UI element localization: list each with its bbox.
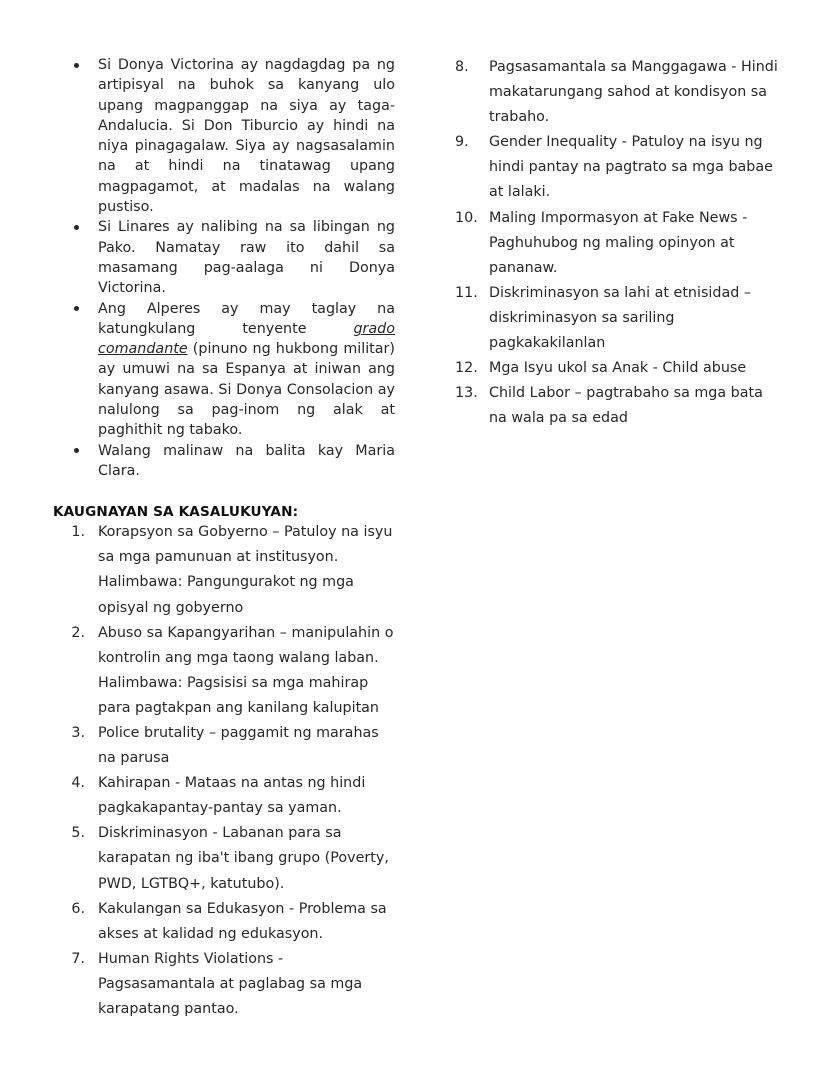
bullet-point-icon: [74, 306, 79, 311]
bullet-text: Si Linares ay nalibing na sa libingan ng Pako. Namatay raw ito dahil sa masamang pag-aalaga ni Donya Victorina.: [98, 219, 395, 297]
list-item-text: Gender Inequality - Patuloy na isyu ng hindi pantay na pagtrato sa mga babae at lalaki.: [489, 134, 773, 201]
bullet-point-icon: [74, 448, 79, 453]
list-item-number: 7.: [71, 950, 85, 967]
list-item-text: Pagsasamantala sa Manggagawa - Hindi makatarungang sahod at kondisyon sa trabaho.: [489, 59, 778, 126]
list-item: [455, 356, 785, 381]
list-item: [55, 621, 395, 721]
list-item-text: Korapsyon sa Gobyerno – Patuloy na isyu sa mga pamunuan at institusyon. Halimbawa: Pangungurakot ng mga opisyal ng gobyerno: [98, 524, 393, 616]
list-item-text: Kahirapan - Mataas na antas ng hindi pagkakapantay-pantay sa yaman.: [98, 775, 366, 817]
list-item-number: 9.: [455, 134, 469, 151]
list-item-text: Police brutality – paggamit ng marahas na parusa: [98, 724, 379, 767]
list-item-text: Mga Isyu ukol sa Anak - Child abuse: [489, 360, 747, 377]
list-item: [55, 441, 395, 482]
list-item-number: 12.: [455, 360, 478, 377]
list-item-number: 3.: [71, 724, 85, 741]
list-item-number: 13.: [455, 385, 478, 402]
bullet-text: Walang malinaw na balita kay Maria Clara.: [98, 442, 395, 479]
list-item: [55, 299, 395, 441]
list-item: [455, 130, 785, 205]
list-item: [55, 721, 395, 771]
list-item-text: Human Rights Violations - Pagsasamantala at paglabag sa mga karapatang pantao.: [98, 950, 363, 1018]
bullet-point-icon: [74, 63, 79, 68]
list-item-number: 4.: [71, 775, 85, 792]
list-item-number: 11.: [455, 284, 478, 301]
list-item-number: 8.: [455, 59, 469, 75]
list-item-number: 10.: [455, 209, 478, 226]
relevance-numbered-list-left: [55, 520, 395, 1022]
list-item-text: Kakulangan sa Edukasyon - Problema sa akses at kalidad ng edukasyon.: [98, 900, 387, 942]
section-heading: KAUGNAYAN SA KASALUKUYAN:: [53, 504, 299, 521]
list-item-number: 1.: [71, 524, 85, 541]
list-item: [455, 206, 785, 281]
bullet-text: Si Donya Victorina ay nagdagdag pa ng artipisyal na buhok sa kanyang ulo upang magpanggap na siya ay taga-Andalucia. Si Don Tiburcio ay hindi na niya pinagagalaw. Siya ay nagsasalamin na at hindi na tinatawag upang magpagamot, at madalas na walang pustiso.: [98, 57, 395, 216]
list-item-text: Maling Impormasyon at Fake News - Paghuhubog ng maling opinyon at pananaw.: [489, 209, 748, 276]
bullet-text: Ang Alperes ay may taglay na katungkulang tenyente: [98, 300, 395, 337]
bullet-text-continued: (pinuno ng hukbong militar) ay umuwi na sa Espanya at iniwan ang kanyang asawa. Si Donya Consolacion ay nalulong sa pag-inom ng alak at paghithit ng tabako.: [98, 341, 395, 439]
list-item-number: 2.: [71, 624, 85, 641]
list-item-number: 6.: [71, 900, 85, 917]
list-item: [55, 520, 395, 620]
list-item: [55, 897, 395, 947]
list-item-text: Diskriminasyon - Labanan para sa karapatan ng iba't ibang grupo (Poverty, PWD, LGTBQ+, katutubo).: [98, 825, 389, 892]
list-item: [55, 55, 395, 217]
emphasis-term: grado comandante: [98, 320, 395, 358]
list-item: [55, 771, 395, 821]
list-item: [455, 381, 785, 431]
list-item: [55, 947, 395, 1022]
list-item-text: Child Labor – pagtrabaho sa mga bata na wala pa sa edad: [489, 385, 763, 427]
plot-summary-bullet-list: [55, 55, 395, 481]
list-item: [455, 55, 785, 130]
list-item-text: Abuso sa Kapangyarihan – manipulahin o kontrolin ang mga taong walang laban. Halimbawa: Pagsisisi sa mga mahirap para pagtakpan ang kanilang kalupitan: [98, 624, 394, 716]
relevance-numbered-list-right: [455, 55, 785, 431]
list-item: [55, 821, 395, 896]
left-column: [55, 55, 395, 1022]
list-item-text: Diskriminasyon sa lahi at etnisidad – diskriminasyon sa sariling pagkakakilanlan: [489, 284, 751, 352]
list-item: [455, 281, 785, 356]
list-item: [55, 217, 395, 298]
bullet-point-icon: [74, 225, 79, 230]
right-column: [455, 55, 785, 431]
list-item-number: 5.: [71, 825, 85, 842]
